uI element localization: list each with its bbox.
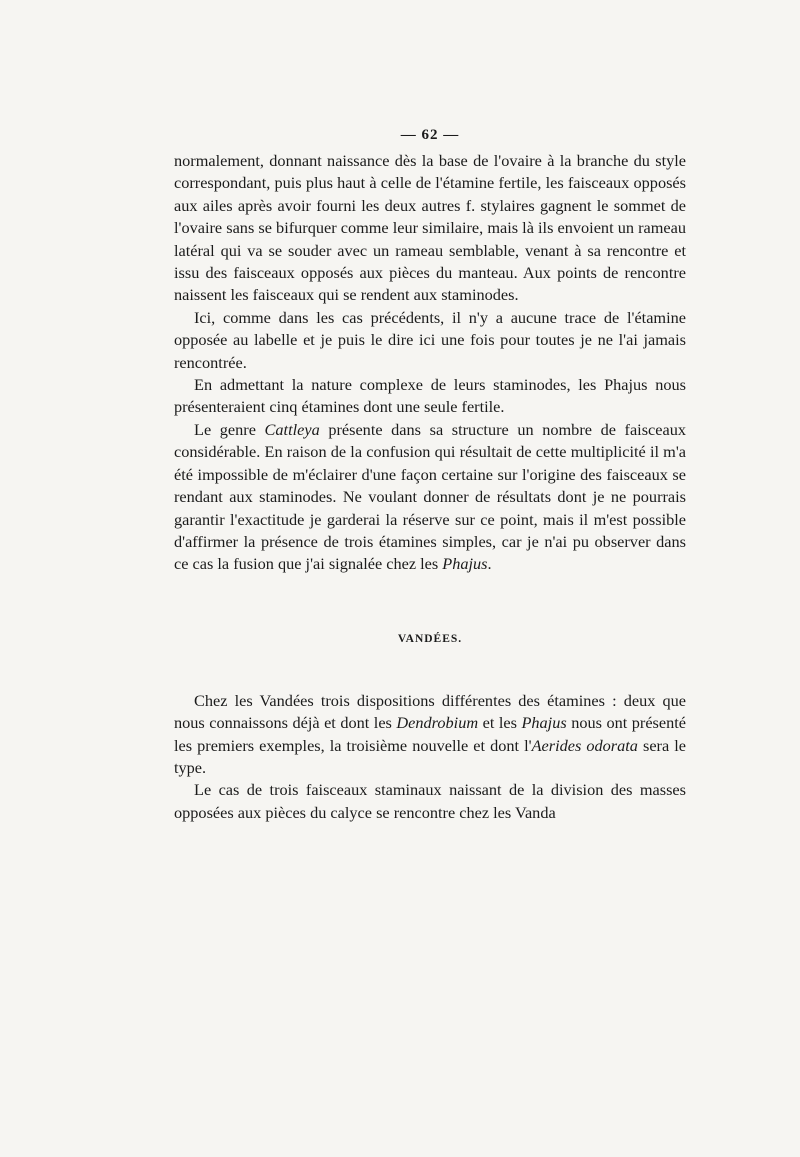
text-run: Chez les Vandées trois dispositions différentes des étamines : deux que nous connaissons déjà et dont les xyxy=(174,690,686,733)
text-run: nous ont présenté les premiers exemples, la troisième nouvelle et dont l' xyxy=(174,713,687,755)
paragraph xyxy=(174,419,686,576)
italic-text: Aerides odorata xyxy=(531,735,638,755)
text-run: présente dans sa structure un nombre de faisceaux considérable. En raison de la confusion qui résultait de cette multiplicité il m'a été impossible de m'éclairer d'une façon certaine sur l'origine des faisceaux se rendant aux staminodes. Ne voulant donner de résultats dont je ne pourrais garantir l'exactitude je garderai la réserve sur ce point, mais il m'est possible d'affirmer la présence de trois étamines simples, car je n'ai pu observer dans ce cas la fusion que j'ai signalée chez les xyxy=(174,419,687,574)
text-run: En admettant la nature complexe de leurs staminodes, les Phajus nous présenteraient cinq étamines dont une seule fertile. xyxy=(174,375,686,417)
page-body xyxy=(174,124,686,824)
spacer xyxy=(174,576,686,628)
text-run: . xyxy=(487,554,492,574)
paragraph xyxy=(174,779,686,824)
paragraph xyxy=(174,690,686,780)
text-run: sera le type. xyxy=(174,735,687,777)
italic-text: Phajus xyxy=(521,713,567,733)
text-run: Ici, comme dans les cas précédents, il n'y a aucune trace de l'étamine opposée au labelle et je puis le dire ici une fois pour toutes je ne l'ai jamais rencontrée. xyxy=(174,307,686,372)
italic-text: Cattleya xyxy=(264,419,320,439)
paragraph xyxy=(174,150,686,307)
paragraph xyxy=(174,374,686,419)
text-run: normalement, donnant naissance dès la base de l'ovaire à la branche du style correspondant, puis plus haut à celle de l'étamine fertile, les faisceaux opposés aux ailes après avoir fourni les deux autres f. stylaires gagnent le sommet de l'ovaire sans se bifurquer comme leur similaire, mais là ils envoient un rameau latéral qui va se souder avec un rameau semblable, venant à sa rencontre et issu des faisceaux opposés aux pièces du manteau. Aux points de rencontre naissent les faisceaux qui se rendent aux staminodes. xyxy=(174,151,686,305)
text-block-after-heading xyxy=(174,690,686,824)
text-block-before-heading xyxy=(174,150,686,576)
text-run: Le genre xyxy=(194,419,265,439)
italic-text: Dendrobium xyxy=(396,713,479,733)
paragraph xyxy=(174,307,686,374)
page-number: — 62 — xyxy=(400,127,460,143)
section-heading: VANDÉES. xyxy=(397,632,463,645)
italic-text: Phajus xyxy=(442,554,488,574)
spacer xyxy=(174,650,686,690)
text-run: et les xyxy=(478,713,522,733)
text-run: Le cas de trois faisceaux staminaux naissant de la division des masses opposées aux pièces du calyce se rencontre chez les Vanda xyxy=(174,780,686,822)
